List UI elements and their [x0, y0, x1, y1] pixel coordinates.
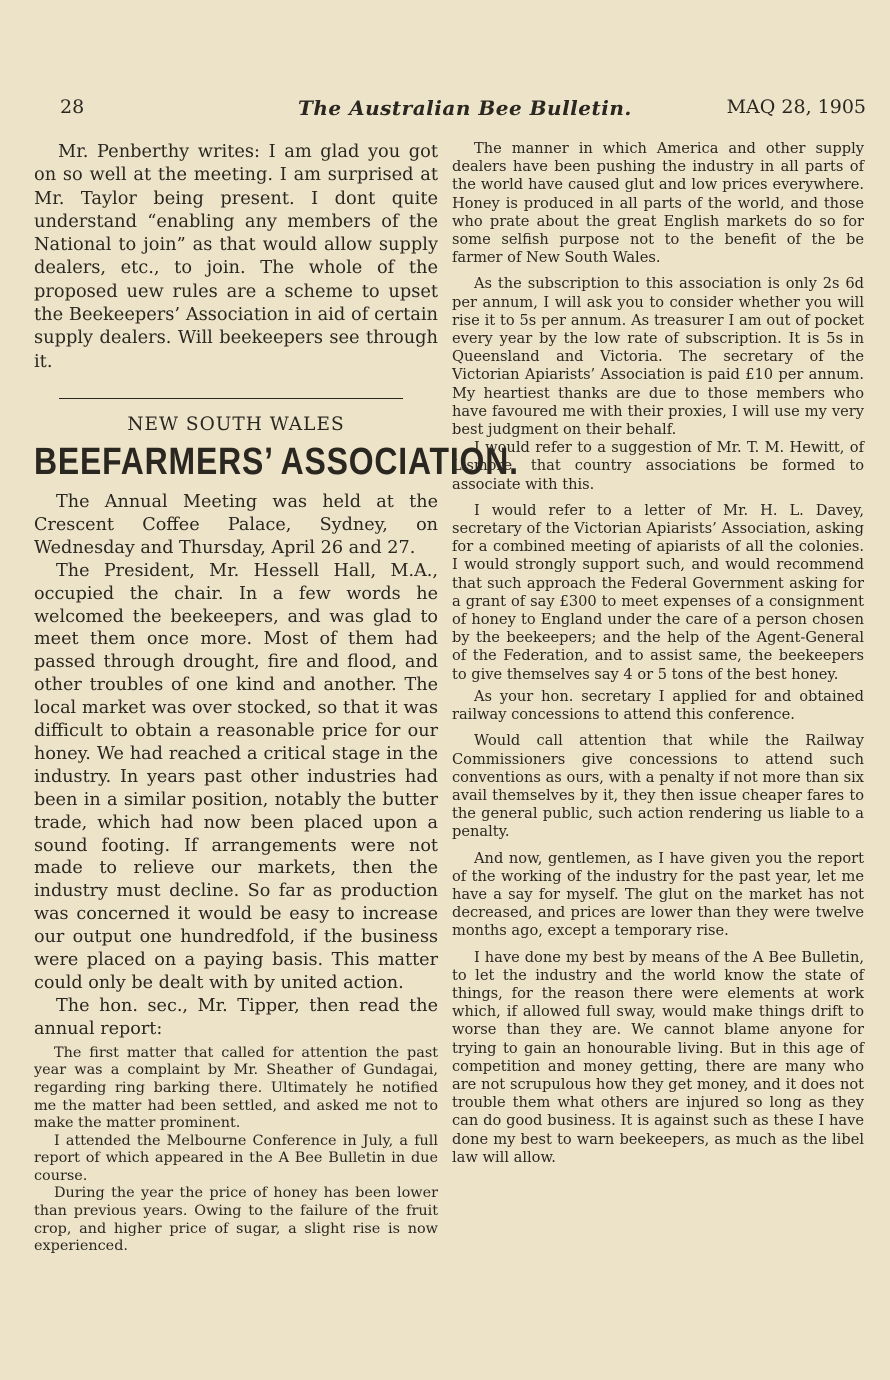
report-paragraph: I would refer to a letter of Mr. H. L. Davey, secretary of the Victorian Apiarists’ Association, asking for a combined meeting of apiarists of all the colonies. I would strongly support such, and would recommend that such approach the Federal Government asking for a grant of say £300 to meet expenses of a consignment of honey to England under the care of a person chosen by the beekeepers; and the help of the Agent-General of the Federation, and to assist same, the beekeepers to give themselves say 4 or 5 tons of the best honey.	[452, 501, 864, 683]
page-header	[60, 96, 866, 126]
report-paragraph: I have done my best by means of the A Bee Bulletin, to let the industry and the world know the state of things, for the reason there were elements at work which, if allowed full sway, would make things drift to worse than they are. We cannot blame anyone for trying to gain an honourable living. But in this age of competition and money getting, there are many who are not scrupulous how they get money, and it does not trouble them what others are injured so long as they can do good business. It is against such as these I have done my best to warn beekeepers, as much as the libel law will allow.	[452, 948, 864, 1166]
page-number: 28	[60, 96, 85, 118]
left-column	[34, 140, 519, 1256]
section-divider	[59, 398, 403, 399]
section-subtitle: NEW SOUTH WALES	[127, 413, 345, 435]
report-paragraph: Would call attention that while the Railway Commissioners give concessions to attend such conventions as ours, with a penalty if not more than six avail themselves by it, they then issue cheaper fares to the general public, such action rendering us liable to a penalty.	[452, 732, 864, 841]
meeting-intro: The Annual Meeting was held at the Crescent Coffee Palace, Sydney, on Wednesday and Thursday, April 26 and 27.	[34, 491, 438, 558]
report-paragraph: As the subscription to this association is only 2s 6d per annum, I will ask you to consider whether you will rise it to 5s per annum. As treasurer I am out of pocket every year by the low rate of subscription. It is 5s in Queensland and Victoria. The secretary of the Victorian Apiarists’ Association is paid £10 per annum. My heartiest thanks are due to those members who have favoured me with their proxies, I will use my very best judgment on their behalf.	[452, 275, 864, 439]
report-paragraph: I would refer to a suggestion of Mr. T. M. Hewitt, of Lismore, that country associations be formed to associate with this.	[452, 439, 864, 493]
president-address: The President, Mr. Hessell Hall, M.A., occupied the chair. In a few words he welcomed the beekeepers, and was glad to meet them once more. Most of them had passed through drought, fire and flood, and other troubles of one kind and another. The local market was over stocked, so that it was difficult to obtain a reasonable price for our honey. We had reached a critical stage in the industry. In years past other industries had been in a similar position, notably the butter trade, which had now been placed upon a sound footing. If arrangements were not made to relieve our markets, then the industry must decline. So far as production was concerned it would be easy to increase our output one hundredfold, if the business were placed on a paying basis. This matter could only be dealt with by united action.	[34, 560, 438, 993]
report-paragraph: The first matter that called for attention the past year was a complaint by Mr. Sheather of Gundagai, regarding ring barking there. Ultimately he notified me the matter had been settled, and asked me not to make the matter prominent.	[34, 1044, 438, 1132]
report-paragraph: And now, gentlemen, as I have given you the report of the working of the industry for the past year, let me have a say for myself. The glut on the market has not decreased, and prices are lower than they were twelve months ago, except a temporary rise.	[452, 849, 864, 940]
report-paragraph: During the year the price of honey has been lower than previous years. Owing to the failure of the fruit crop, and higher price of sugar, a slight rise is now experienced.	[34, 1185, 438, 1255]
section-title: BEEFARMERS’ ASSOCIATION.	[34, 440, 519, 483]
publication-title: The Australian Bee Bulletin.	[298, 96, 632, 120]
report-paragraph: As your hon. secretary I applied for and obtained railway concessions to attend this conference.	[452, 687, 864, 724]
report-paragraph: I attended the Melbourne Conference in July, a full report of which appeared in the A Bee Bulletin in due course.	[34, 1132, 438, 1184]
report-intro: The hon. sec., Mr. Tipper, then read the annual report:	[34, 995, 438, 1039]
right-column	[452, 140, 864, 1167]
issue-date: MAQ 28, 1905	[726, 96, 866, 118]
report-paragraph: The manner in which America and other supply dealers have been pushing the industry in all parts of the world have caused glut and low prices everywhere. Honey is produced in all parts of the world, and those who prate about the great English markets do so for some selfish purpose not to the benefit of the be farmer of New South Wales.	[452, 140, 864, 267]
penberthy-letter: Mr. Penberthy writes: I am glad you got on so well at the meeting. I am surprised at Mr. Taylor being present. I dont quite understand “enabling any members of the National to join” as that would allow supply dealers, etc., to join. The whole of the proposed uew rules are a scheme to upset the Beekeepers’ Association in aid of certain supply dealers. Will beekeepers see through it.	[34, 141, 438, 372]
